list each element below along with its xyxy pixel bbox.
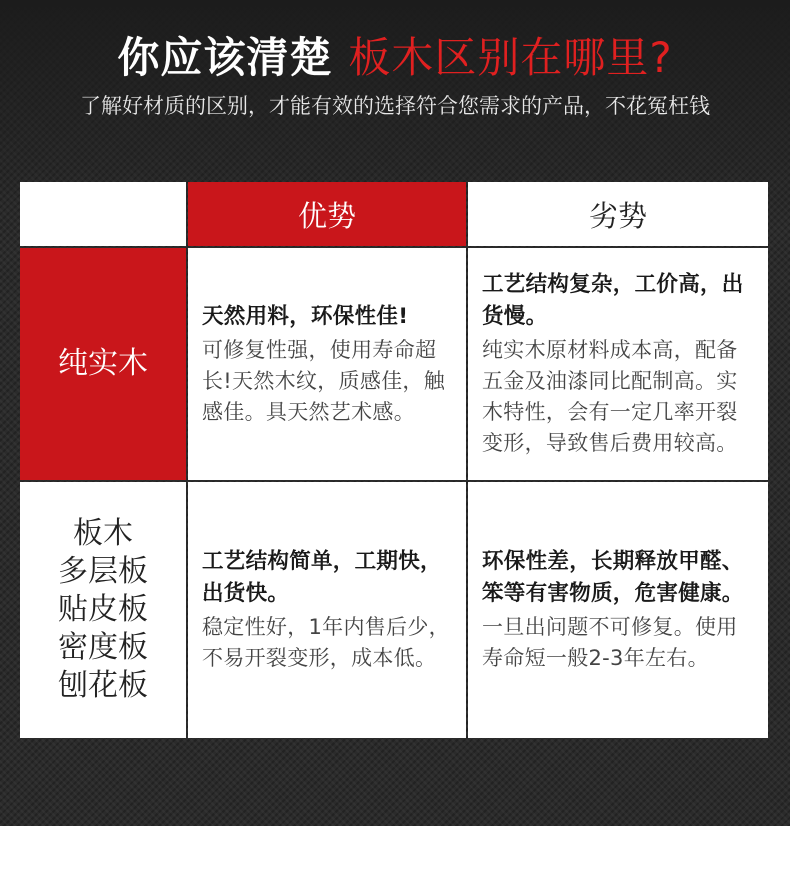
row1-pros-lead: 天然用料，环保性佳!	[202, 303, 409, 329]
row-label-solid-wood	[20, 248, 186, 480]
row2-pros-body: 稳定性好，1年内售后少，不易开裂变形，成本低。	[202, 615, 450, 670]
row-label-text: 纯实木	[58, 346, 148, 381]
row1-pros-body: 可修复性强，使用寿命超长!天然木纹，质感佳，触感佳。具天然艺术感。	[202, 337, 446, 424]
row1-cons-lead: 工艺结构复杂，工价高，出货慢。	[482, 272, 744, 329]
row2-pros-lead: 工艺结构简单，工期快，出货快。	[202, 549, 442, 606]
row2-cons-cell	[468, 482, 768, 738]
row1-pros-cell	[188, 248, 466, 480]
row1-cons-body: 纯实木原材料成本高，配备五金及油漆同比配制高。实木特性，会有一定几率开裂变形，导致售后费用较高。	[482, 338, 738, 455]
row-label-line: 多层板	[58, 554, 148, 589]
page-title	[0, 28, 790, 88]
row-label-line: 密度板	[58, 630, 148, 665]
header-pros	[188, 182, 466, 246]
title-part-2: 板木区别在哪里?	[348, 33, 673, 82]
row2-pros-cell	[188, 482, 466, 738]
row-label-line: 刨花板	[58, 668, 148, 703]
row-label-panel-wood	[20, 482, 186, 738]
title-part-1: 你应该清楚	[117, 33, 333, 82]
table-corner-cell	[20, 182, 186, 246]
row-label-line: 板木	[73, 516, 133, 551]
row1-cons-cell	[468, 248, 768, 480]
row-label-line: 贴皮板	[58, 592, 148, 627]
row2-cons-lead: 环保性差，长期释放甲醛、笨等有害物质，危害健康。	[482, 549, 744, 606]
page-subtitle: 了解好材质的区别，才能有效的选择符合您需求的产品，不花冤枉钱	[80, 94, 710, 118]
row2-cons-body: 一旦出问题不可修复。使用寿命短一般2-3年左右。	[482, 615, 738, 670]
header-cons	[468, 182, 768, 246]
header-cons-label: 劣势	[588, 198, 647, 233]
header-pros-label: 优势	[297, 198, 356, 233]
